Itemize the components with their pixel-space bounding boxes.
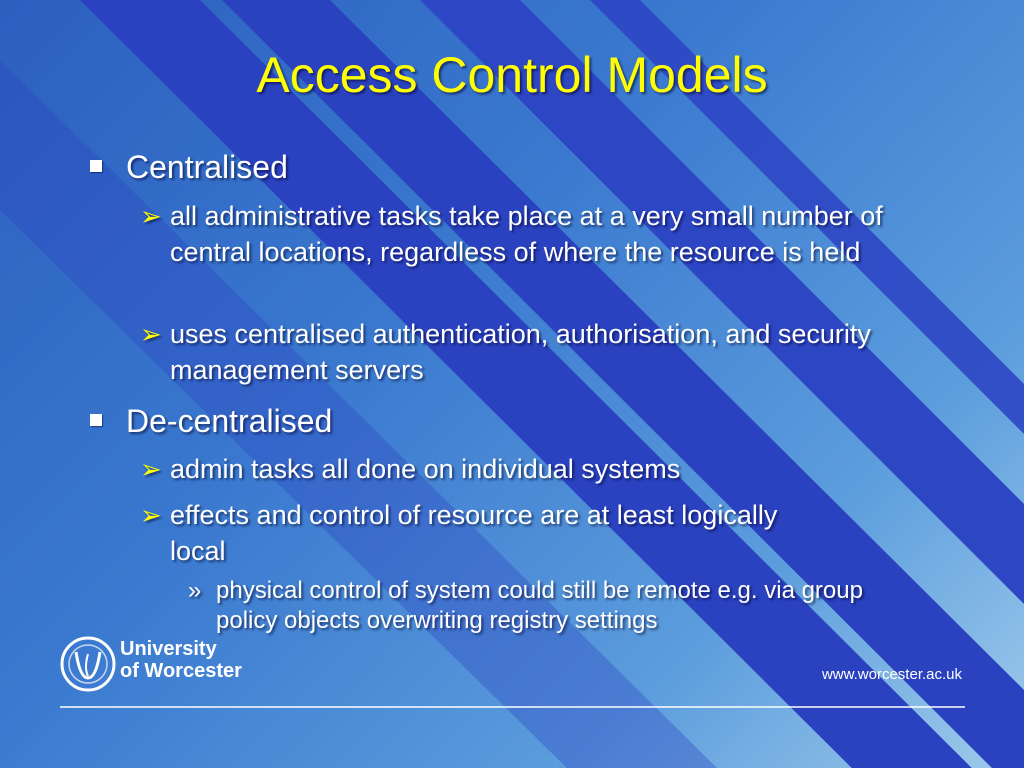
footer-url: www.worcester.ac.uk [821, 666, 962, 683]
arrow-bullet-icon: ➢ [140, 454, 162, 484]
university-logo [58, 632, 258, 696]
square-bullet-icon [90, 414, 102, 426]
sub-bullet-text: effects and control of resource are at least logically local [170, 500, 778, 566]
footer-divider [60, 706, 965, 708]
square-bullet-icon [90, 160, 102, 172]
arrow-bullet-icon: ➢ [140, 201, 162, 231]
sub-bullet-text: all administrative tasks take place at a very small number of central locations, regardless of where the resource is held [170, 201, 883, 267]
logo-emblem-icon [58, 632, 118, 696]
sub-sub-bullet-text: physical control of system could still be remote e.g. via group policy objects overwriting registry settings [216, 577, 863, 634]
slide-title: Access Control Models [256, 47, 768, 103]
bullet-label: Centralised [126, 149, 288, 185]
logo-line2: of Worcester [120, 660, 242, 682]
logo-line1: University [120, 638, 217, 660]
sub-bullet-text: admin tasks all done on individual systems [170, 454, 681, 484]
arrow-bullet-icon: ➢ [140, 500, 162, 530]
bullet-label: De-centralised [126, 403, 333, 439]
arrow-bullet-icon: ➢ [140, 319, 162, 349]
double-chevron-bullet-icon: » [188, 577, 202, 604]
sub-bullet-text: uses centralised authentication, authorisation, and security management servers [170, 319, 871, 385]
logo-text [120, 638, 242, 682]
